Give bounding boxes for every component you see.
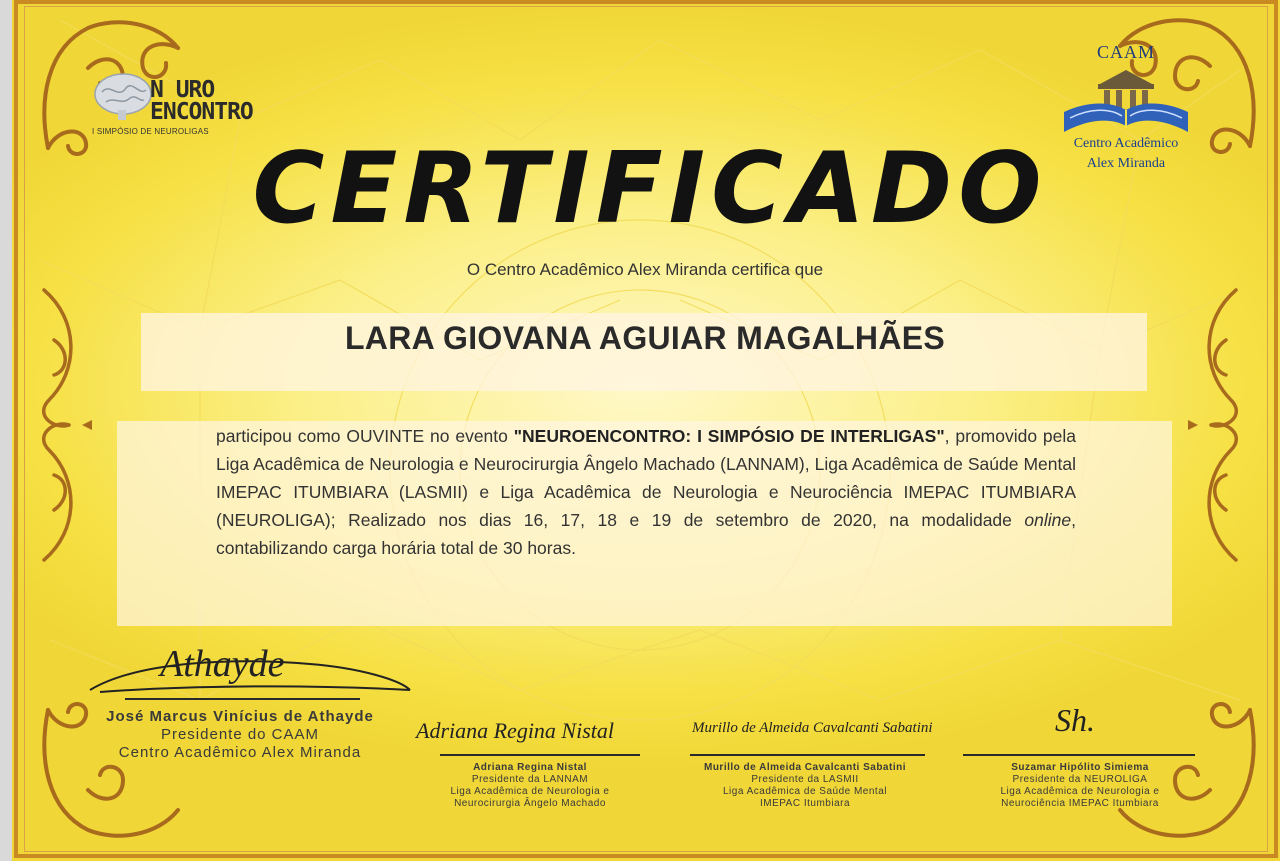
modality: online bbox=[1024, 510, 1072, 530]
signatory-organization: Liga Acadêmica de Saúde Mental bbox=[723, 786, 887, 797]
event-name: "NEUROENCONTRO: I SIMPÓSIO DE INTERLIGAS" bbox=[513, 426, 945, 446]
logo-subtitle: I SIMPÓSIO DE NEUROLIGAS bbox=[92, 127, 209, 136]
signature-scribble-text: Sh. bbox=[1055, 702, 1095, 738]
signature-scribble bbox=[1055, 702, 1095, 739]
caam-logo-text: CAAM bbox=[1096, 42, 1155, 62]
signatory-organization: Liga Acadêmica de Neurologia e bbox=[450, 786, 610, 797]
signatory-role: Presidente da LANNAM bbox=[471, 774, 589, 785]
signatory-name: Suzamar Hipólito Simiema bbox=[1011, 762, 1149, 773]
signature-flourish bbox=[80, 650, 420, 700]
open-book-temple-icon bbox=[1060, 62, 1192, 136]
signature-block-president-neuroliga bbox=[955, 700, 1205, 825]
certificate-intro: O Centro Acadêmico Alex Miranda certifica que bbox=[466, 260, 824, 279]
caam-logo-line-1: Centro Acadêmico bbox=[1073, 136, 1179, 151]
signature-scribble-text: Murillo de Almeida Cavalcanti Sabatini bbox=[692, 720, 933, 736]
signatory-name: Adriana Regina Nistal bbox=[473, 762, 587, 773]
signature-block-president-lannam bbox=[400, 712, 660, 822]
signature-line bbox=[963, 754, 1195, 756]
signature-block-president-lasmii bbox=[670, 712, 940, 822]
certificate-body-text bbox=[216, 422, 1076, 562]
body-part-1: participou como OUVINTE no evento bbox=[216, 426, 514, 446]
signatory-name: José Marcus Vinícius de Athayde bbox=[106, 708, 374, 725]
signature-line bbox=[690, 754, 925, 756]
signature-line bbox=[440, 754, 640, 756]
signatory-organization: Liga Acadêmica de Neurologia e bbox=[1000, 786, 1160, 797]
signatory-role: Presidente da LASMII bbox=[751, 774, 859, 785]
logo-line-2: ENCONTRO bbox=[150, 99, 253, 125]
signatory-organization: Centro Acadêmico Alex Miranda bbox=[118, 744, 362, 761]
signature-scribble-text: Athayde bbox=[160, 643, 285, 685]
signatory-organization-2: Neurociência IMEPAC Itumbiara bbox=[1001, 798, 1159, 809]
signatory-name: Murillo de Almeida Cavalcanti Sabatini bbox=[703, 762, 906, 773]
signature-scribble bbox=[416, 718, 614, 744]
recipient-name: LARA GIOVANA AGUIAR MAGALHÃES bbox=[344, 320, 946, 356]
signatory-role: Presidente da NEUROLIGA bbox=[1012, 774, 1148, 785]
signatory-role: Presidente do CAAM bbox=[160, 726, 320, 743]
signatory-organization-2: Neurocirurgia Ângelo Machado bbox=[454, 798, 606, 809]
caam-logo-line-2: Alex Miranda bbox=[1086, 156, 1166, 171]
brain-icon bbox=[92, 70, 154, 122]
signature-block-president-caam bbox=[70, 630, 410, 770]
body-part-3: , contabilizando carga horária total de 30 horas. bbox=[216, 510, 1076, 558]
certificate-title: CERTIFICADO bbox=[252, 132, 1048, 246]
signature-line bbox=[125, 698, 360, 700]
signature-scribble bbox=[692, 720, 933, 737]
logo-line-1: N URO bbox=[150, 77, 215, 103]
body-part-2: , promovido pela Liga Acadêmica de Neurologia e Neurocirurgia Ângelo Machado (LANNAM), Liga Acadêmica de Saúde Mental IMEPAC ITUMBIARA (LASMII) e Liga Acadêmica de Neurologia e Neurociência IMEPAC ITUMBIARA (NEUROLIGA); Realizado nos dias 16, 17, 18 e 19 de setembro de 2020, na modalidade bbox=[216, 426, 1076, 530]
signature-scribble-text: Adriana Regina Nistal bbox=[416, 718, 614, 743]
signatory-organization-2: IMEPAC Itumbiara bbox=[759, 798, 851, 809]
